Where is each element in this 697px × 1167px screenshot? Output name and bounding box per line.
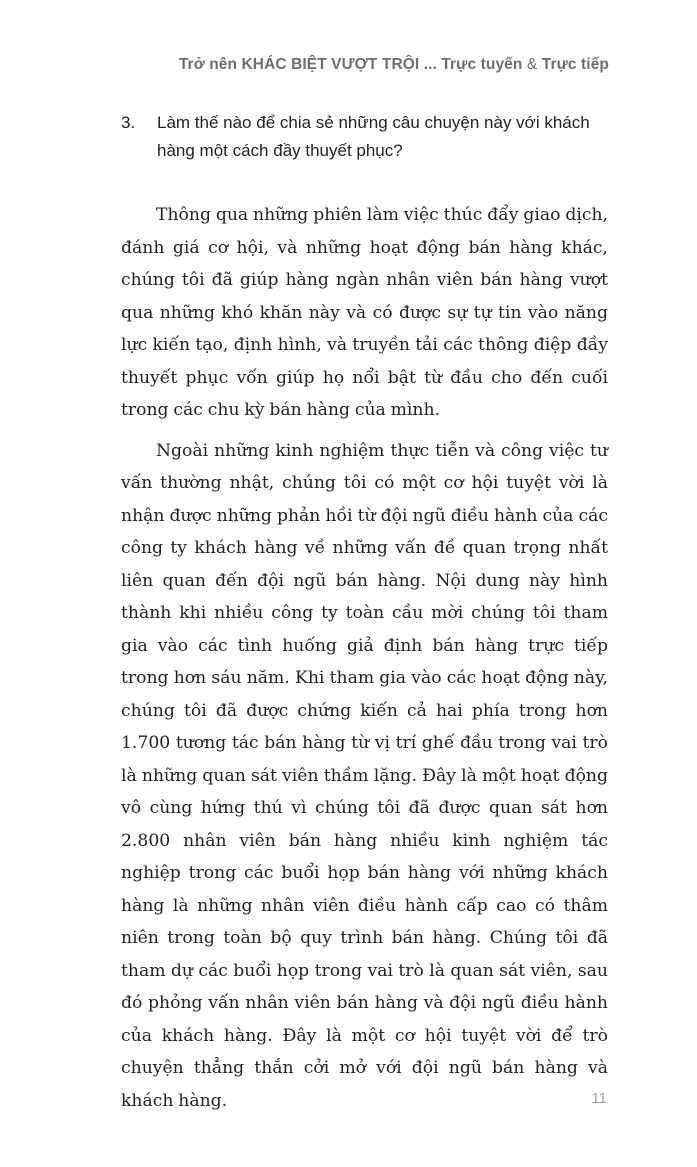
- numbered-list-item: [121, 109, 616, 165]
- paragraph: Ngoài những kinh nghiệm thực tiễn và công việc tư vấn thường nhật, chúng tôi có một cơ hội tuyệt vời là nhận được những phản hồi từ đội ngũ điều hành của các công ty khách hàng về những vấn đề quan trọng nhất liên quan đến đội ngũ bán hàng. Nội dung này hình thành khi nhiều công ty toàn cầu mời chúng tôi tham gia vào các tình huống giả định bán hàng trực tiếp trong hơn sáu năm. Khi tham gia vào các hoạt động này, chúng tôi đã được chứng kiến cả hai phía trong hơn 1.700 tương tác bán hàng từ vị trí ghế đầu trong vai trò là những quan sát viên thầm lặng. Đây là một hoạt động vô cùng hứng thú vì chúng tôi đã được quan sát hơn 2.800 nhân viên bán hàng nhiều kinh nghiệm tác nghiệp trong các buổi họp bán hàng với những khách hàng là những nhân viên điều hành cấp cao có thâm niên trong toàn bộ quy trình bán hàng. Chúng tôi đã tham dự các buổi họp trong vai trò là quan sát viên, sau đó phỏng vấn nhân viên bán hàng và đội ngũ điều hành của khách hàng. Đây là một cơ hội tuyệt vời để trò chuyện thẳng thắn cởi mở với đội ngũ bán hàng và khách hàng.: [121, 440, 608, 1111]
- header-ampersand: &: [526, 56, 538, 73]
- paragraph: Thông qua những phiên làm việc thúc đẩy giao dịch, đánh giá cơ hội, và những hoạt động bán hàng khác, chúng tôi đã giúp hàng ngàn nhân viên bán hàng vượt qua những khó khăn này và có được sự tự tin vào năng lực kiến tạo, định hình, và truyền tải các thông điệp đầy thuyết phục vốn giúp họ nổi bật từ đầu cho đến cuối trong các chu kỳ bán hàng của mình.: [121, 205, 608, 420]
- body-text: [121, 199, 608, 1125]
- header-part-5: Trực tiếp: [537, 56, 609, 73]
- header-part-3: ... Trực tuyến: [419, 56, 527, 73]
- page-number: 11: [591, 1090, 607, 1107]
- header-part-1: Trở nên: [178, 56, 242, 73]
- running-header: [179, 56, 609, 74]
- list-item-number: 3.: [121, 113, 136, 132]
- header-book-title: KHÁC BIỆT VƯỢT TRỘI: [241, 56, 420, 73]
- list-item-text: Làm thế nào để chia sẻ những câu chuyện này với khách hàng một cách đầy thuyết phục?: [157, 113, 590, 160]
